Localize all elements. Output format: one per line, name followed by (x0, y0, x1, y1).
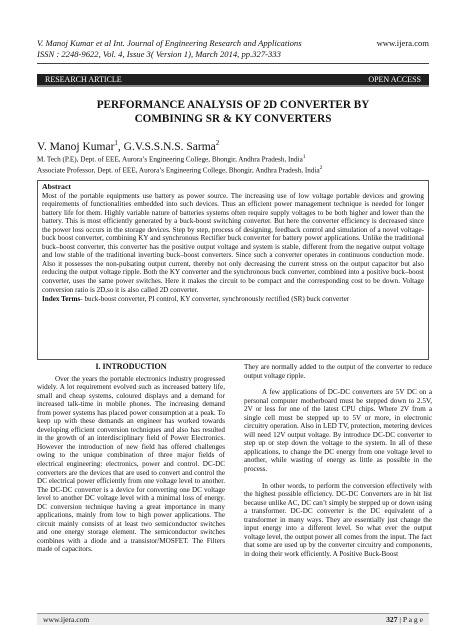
author-1-sup: 1 (114, 139, 118, 147)
right-column (244, 363, 432, 607)
page-label: | P a g e (397, 615, 423, 624)
index-terms-body: - buck-boost converter, PI control, KY converter, synchronously rectified (SR) buck converter (80, 295, 350, 304)
abstract-heading: Abstract (42, 182, 72, 191)
author-2: G.V.S.S.N.S. Sarma (123, 140, 216, 153)
section-heading-introduction: I. INTRODUCTION (95, 363, 167, 371)
header-divider (37, 63, 429, 64)
intro-paragraph-4: In other words, to perform the conversion effectively with the highest possible efficiency. DC-DC Converters are in hit list because unlike AC, DC can’t simply be stepped up or down using a transformer. DC-DC converter is the DC equivalent of a transformer in many ways. They are essentially just change the input energy into a different level. So what ever the output voltage level, the output power all comes from the input. The fact that some are used up by the converter circuitry and components, in doing their work efficiently. A Positive Buck-Boost (244, 481, 432, 558)
article-type-banner (37, 74, 429, 87)
left-column (37, 363, 225, 607)
index-terms-label: Index Terms (42, 295, 81, 304)
abstract-body: Most of the portable equipments use battery as power source. The increasing use of low voltage portable devices and growing requirements of functionalities embedded into such devices. Thus an efficient power management technique is needed for longer battery life for them. Highly variable nature of batteries systems often require supply voltages to be both higher and lower than the battery. This is most efficiently generated by a buck-boost switching converter. But here the converter efficiency is decreased since the power loss occurs in the storage devices. Step by step, process of designing, feedback control and simulation of a novel voltage-buck boost converter, combining KY and synchronous Rectifier buck converter for battery power applications. Unlike the traditional buck–boost converter, this converter has the positive output voltage and system is stable, different from the negative output voltage and low stable of the traditional inverting buck–boost converters. Since such a converter operates in continuous conduction mode. Also it possesses the non-pulsating output current, thereby not only decreasing the current stress on the output capacitor but also reducing the output voltage ripple. Both the KY converter and the synchronous buck converter, combined into a positive buck–boost converter, uses the same power switches. Here it makes the circuit to be compact and the corresponding cost to be down. Voltage conversion ratio is 2D,so it is also called 2D converter. (42, 191, 424, 294)
affiliations (37, 153, 437, 175)
header-site[interactable]: www.ijera.com (376, 38, 429, 48)
index-terms (42, 295, 424, 304)
author-2-sup: 2 (215, 139, 220, 147)
author-separator: , (117, 140, 124, 153)
banner-open-access: OPEN ACCESS (368, 75, 421, 84)
affiliation-2-sup: 2 (319, 165, 323, 172)
intro-paragraph-3: A few applications of DC-DC converters are 5V DC on a personal computer motherboard must be stepped down to 2.5V, 2V or less for one of the latest CPU chips. Where 2V from a single cell must be stepped up to 5V or more, in electronic circuitry operation. Also in LED TV, protection, metering devices will need 12V output voltage. By introduce DC-DC converter to step up or step down the voltage to the system. In all of these applications, to change the DC energy from one voltage level to another, while wasting of energy as little as possible in the process. (244, 388, 432, 474)
header-issn: ISSN : 2248-9622, Vol. 4, Issue 3( Version 1), March 2014, pp.327-333 (37, 48, 281, 59)
header-citation: V. Manoj Kumar et al Int. Journal of Engineering Research and Applications (37, 38, 302, 48)
abstract-box (37, 180, 429, 360)
footer-site[interactable]: www.ijera.com (43, 615, 90, 624)
page-footer (37, 613, 429, 625)
affiliation-2: Associate Professor, Dept. of EEE, Aurora’s Engineering College, Bhongir, Andhra Pradesh, India (37, 166, 320, 175)
banner-research-article: RESEARCH ARTICLE (45, 75, 122, 84)
title-line-1: PERFORMANCE ANALYSIS OF 2D CONVERTER BY (96, 99, 370, 111)
intro-paragraph-1: Over the years the portable electronics industry progressed widely. A lot requirement evolved such as increased battery life, small and cheap systems, coloured displays and a demand for increased talk-time in mobile phones. The increasing demand from power systems has placed power consumption at a peak. To keep up with these demands an engineer has worked towards developing efficient conversion techniques and also has resulted in the growth of an interdisciplinary field of Power Electronics. However the introduction of new field has offered challenges owing to the unique combination of three major fields of electrical engineering: electronics, power and control. DC-DC converters are the devices that are used to convert and control the DC electrical power efficiently from one voltage level to another. The DC-DC converter is a device for converting one DC voltage level to another DC voltage level with a minimal loss of energy. DC conversion technique having a great importance in many applications, mainly from low to high power applications. The circuit mainly consists of at least two semiconductor switches and one energy storage element. The semiconductor switches combines with a diode and a transistor/MOSFET. The Filters made of capacitors. (37, 374, 225, 554)
intro-paragraph-2: They are normally added to the output of the converter to reduce output voltage ripple. (244, 363, 432, 380)
affiliation-1: M. Tech (P.E), Dept. of EEE, Aurora’s Engineering College, Bhongir, Andhra Pradesh, India (37, 155, 303, 164)
running-header (37, 38, 429, 59)
title-line-2: COMBINING SR & KY CONVERTERS (134, 112, 332, 125)
author-list (37, 139, 219, 153)
page-number (386, 615, 423, 624)
affiliation-1-sup: 1 (302, 154, 306, 160)
paper-title (37, 99, 429, 126)
author-1: V. Manoj Kumar (37, 140, 115, 153)
page-number-value: 327 (386, 615, 398, 624)
